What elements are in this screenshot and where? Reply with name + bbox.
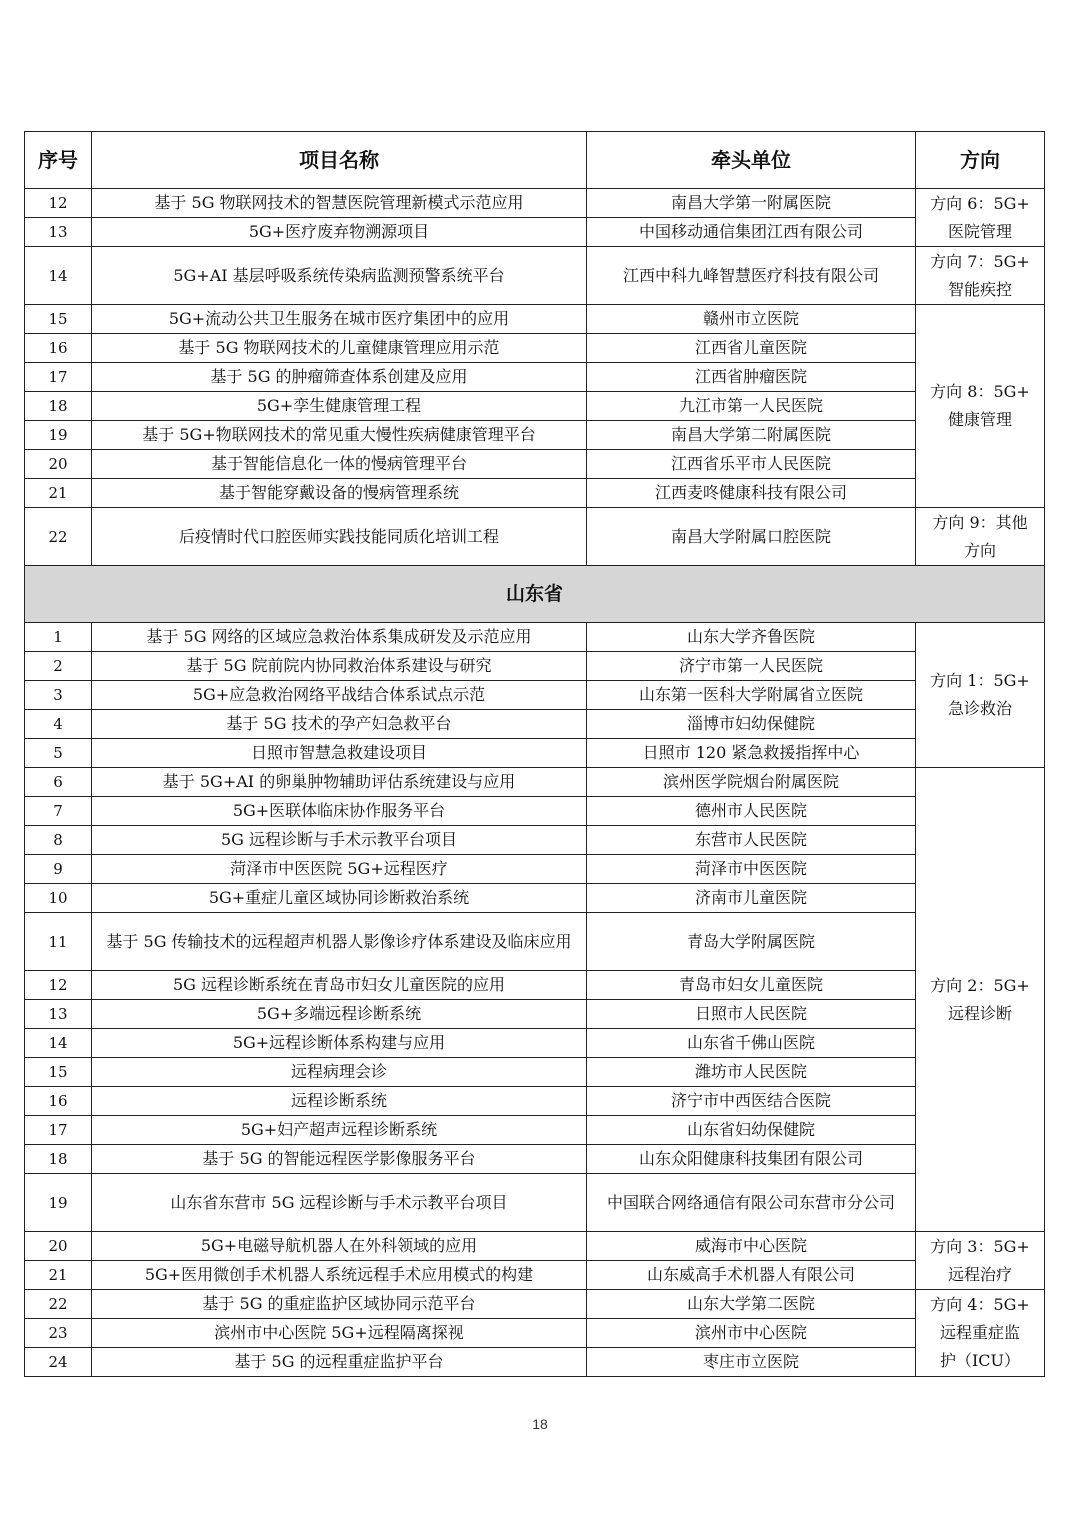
row-number: 17: [25, 363, 92, 392]
project-name: 5G+孪生健康管理工程: [92, 392, 587, 421]
lead-unit: 枣庄市立医院: [587, 1348, 916, 1377]
table-row: [25, 1348, 1045, 1377]
lead-unit: 济宁市中西医结合医院: [587, 1087, 916, 1116]
project-name: 5G+远程诊断体系构建与应用: [92, 1029, 587, 1058]
direction-line: 方向 6：5G+: [930, 193, 1030, 213]
direction-line: 远程重症监: [939, 1323, 1020, 1342]
lead-unit: 菏泽市中医医院: [587, 855, 916, 884]
lead-unit: 中国联合网络通信有限公司东营市分公司: [587, 1174, 916, 1232]
direction-line: 方向 1：5G+: [930, 671, 1030, 690]
lead-unit: 江西省乐平市人民医院: [587, 450, 916, 479]
row-number: 13: [25, 1000, 92, 1029]
lead-unit: 南昌大学第二附属医院: [587, 421, 916, 450]
lead-unit: 滨州市中心医院: [587, 1319, 916, 1348]
lead-unit: 山东大学齐鲁医院: [587, 623, 916, 652]
lead-unit: 赣州市立医院: [587, 305, 916, 334]
project-name: 基于 5G 的重症监护区域协同示范平台: [92, 1290, 587, 1319]
row-number: 3: [25, 681, 92, 710]
lead-unit: 威海市中心医院: [587, 1232, 916, 1261]
table-row: [25, 1261, 1045, 1290]
direction-line: 方向 9：其他: [932, 512, 1028, 532]
project-name: 基于 5G+AI 的卵巢肿物辅助评估系统建设与应用: [92, 768, 587, 797]
table-row: [25, 652, 1045, 681]
row-number: 6: [25, 768, 92, 797]
table-row: [25, 334, 1045, 363]
table-row: [25, 739, 1045, 768]
table-row: [25, 710, 1045, 739]
table-row: [25, 623, 1045, 652]
row-number: 15: [25, 305, 92, 334]
table-row: [25, 884, 1045, 913]
project-name: 滨州市中心医院 5G+远程隔离探视: [92, 1319, 587, 1348]
project-name: 基于 5G 的远程重症监护平台: [92, 1348, 587, 1377]
project-name: 基于 5G 物联网技术的智慧医院管理新模式示范应用: [92, 189, 587, 218]
row-number: 7: [25, 797, 92, 826]
project-name: 5G+应急救治网络平战结合体系试点示范: [92, 681, 587, 710]
lead-unit: 南昌大学附属口腔医院: [587, 508, 916, 566]
direction-cell: [916, 623, 1045, 768]
lead-unit: 济南市儿童医院: [587, 884, 916, 913]
project-name: 5G+重症儿童区域协同诊断救治系统: [92, 884, 587, 913]
row-number: 14: [25, 1029, 92, 1058]
row-number: 10: [25, 884, 92, 913]
lead-unit: 山东第一医科大学附属省立医院: [587, 681, 916, 710]
lead-unit: 青岛市妇女儿童医院: [587, 971, 916, 1000]
direction-line: 医院管理: [947, 221, 1012, 241]
row-number: 8: [25, 826, 92, 855]
header-direction: 方向: [916, 132, 1045, 189]
project-name: 日照市智慧急救建设项目: [92, 739, 587, 768]
project-name: 远程病理会诊: [92, 1058, 587, 1087]
lead-unit: 东营市人民医院: [587, 826, 916, 855]
table-row: [25, 479, 1045, 508]
direction-cell: [916, 189, 1045, 247]
direction-line: 方向 3：5G+: [930, 1236, 1030, 1256]
project-name: 后疫情时代口腔医师实践技能同质化培训工程: [92, 508, 587, 566]
project-name: 5G+医疗废弃物溯源项目: [92, 218, 587, 247]
row-number: 15: [25, 1058, 92, 1087]
direction-line: 护（ICU）: [939, 1351, 1021, 1370]
table-row: [25, 855, 1045, 884]
lead-unit: 山东威高手术机器人有限公司: [587, 1261, 916, 1290]
region-label: 山东省: [25, 566, 1045, 623]
row-number: 22: [25, 1290, 92, 1319]
direction-line: 方向 2：5G+: [930, 975, 1030, 995]
table-row: [25, 681, 1045, 710]
lead-unit: 山东大学第二医院: [587, 1290, 916, 1319]
table-row: [25, 450, 1045, 479]
project-name: 远程诊断系统: [92, 1087, 587, 1116]
lead-unit: 江西麦咚健康科技有限公司: [587, 479, 916, 508]
row-number: 1: [25, 623, 92, 652]
lead-unit: 中国移动通信集团江西有限公司: [587, 218, 916, 247]
direction-cell: [916, 1290, 1045, 1377]
row-number: 20: [25, 450, 92, 479]
project-name: 5G+医用微创手术机器人系统远程手术应用模式的构建: [92, 1261, 587, 1290]
lead-unit: 日照市人民医院: [587, 1000, 916, 1029]
region-row: [25, 566, 1045, 623]
row-number: 21: [25, 1261, 92, 1290]
direction-line: 健康管理: [947, 410, 1012, 429]
project-name: 5G+电磁导航机器人在外科领域的应用: [92, 1232, 587, 1261]
table-row: [25, 247, 1045, 305]
header-no: 序号: [25, 132, 92, 189]
row-number: 2: [25, 652, 92, 681]
direction-line: 远程诊断: [947, 1003, 1012, 1023]
table-row: [25, 1145, 1045, 1174]
project-name: 基于 5G+物联网技术的常见重大慢性疾病健康管理平台: [92, 421, 587, 450]
row-number: 16: [25, 1087, 92, 1116]
lead-unit: 山东众阳健康科技集团有限公司: [587, 1145, 916, 1174]
row-number: 18: [25, 392, 92, 421]
table-row: [25, 1319, 1045, 1348]
row-number: 4: [25, 710, 92, 739]
page-number: 18: [532, 1416, 548, 1432]
project-name: 基于 5G 的肿瘤筛查体系创建及应用: [92, 363, 587, 392]
project-name: 基于 5G 传输技术的远程超声机器人影像诊疗体系建设及临床应用: [92, 913, 587, 971]
lead-unit: 江西中科九峰智慧医疗科技有限公司: [587, 247, 916, 305]
row-number: 14: [25, 247, 92, 305]
table-row: [25, 1174, 1045, 1232]
lead-unit: 江西省儿童医院: [587, 334, 916, 363]
project-name: 5G+多端远程诊断系统: [92, 1000, 587, 1029]
table-row: [25, 1058, 1045, 1087]
table-row: [25, 508, 1045, 566]
lead-unit: 南昌大学第一附属医院: [587, 189, 916, 218]
lead-unit: 日照市 120 紧急救援指挥中心: [587, 739, 916, 768]
lead-unit: 山东省千佛山医院: [587, 1029, 916, 1058]
row-number: 24: [25, 1348, 92, 1377]
table-row: [25, 305, 1045, 334]
table-row: [25, 1000, 1045, 1029]
lead-unit: 德州市人民医院: [587, 797, 916, 826]
row-number: 16: [25, 334, 92, 363]
direction-line: 远程治疗: [947, 1264, 1012, 1284]
direction-line: 方向 4：5G+: [930, 1295, 1030, 1314]
header-lead-unit: 牵头单位: [587, 132, 916, 189]
table-row: [25, 392, 1045, 421]
table-row: [25, 363, 1045, 392]
project-name: 基于智能穿戴设备的慢病管理系统: [92, 479, 587, 508]
project-name: 5G+流动公共卫生服务在城市医疗集团中的应用: [92, 305, 587, 334]
project-name: 5G 远程诊断与手术示教平台项目: [92, 826, 587, 855]
direction-cell: [916, 508, 1045, 566]
project-table: [24, 131, 1045, 1377]
project-name: 基于 5G 技术的孕产妇急救平台: [92, 710, 587, 739]
table-row: [25, 971, 1045, 1000]
row-number: 20: [25, 1232, 92, 1261]
direction-line: 急诊救治: [947, 699, 1012, 718]
project-name: 5G+妇产超声远程诊断系统: [92, 1116, 587, 1145]
row-number: 9: [25, 855, 92, 884]
lead-unit: 九江市第一人民医院: [587, 392, 916, 421]
row-number: 18: [25, 1145, 92, 1174]
table-row: [25, 913, 1045, 971]
table-body: [25, 132, 1045, 1377]
table-row: [25, 189, 1045, 218]
project-name: 基于智能信息化一体的慢病管理平台: [92, 450, 587, 479]
row-number: 12: [25, 971, 92, 1000]
project-name: 基于 5G 院前院内协同救治体系建设与研究: [92, 652, 587, 681]
row-number: 13: [25, 218, 92, 247]
row-number: 12: [25, 189, 92, 218]
table-row: [25, 218, 1045, 247]
direction-cell: [916, 768, 1045, 1232]
row-number: 17: [25, 1116, 92, 1145]
row-number: 19: [25, 1174, 92, 1232]
lead-unit: 山东省妇幼保健院: [587, 1116, 916, 1145]
project-name: 5G+医联体临床协作服务平台: [92, 797, 587, 826]
direction-line: 智能疾控: [947, 279, 1012, 299]
table-row: [25, 1232, 1045, 1261]
table-row: [25, 797, 1045, 826]
table-header-row: [25, 132, 1045, 189]
header-project-name: 项目名称: [92, 132, 587, 189]
project-name: 基于 5G 的智能远程医学影像服务平台: [92, 1145, 587, 1174]
row-number: 22: [25, 508, 92, 566]
lead-unit: 滨州医学院烟台附属医院: [587, 768, 916, 797]
table-row: [25, 768, 1045, 797]
table-row: [25, 1116, 1045, 1145]
direction-cell: [916, 305, 1045, 508]
lead-unit: 淄博市妇幼保健院: [587, 710, 916, 739]
project-name: 基于 5G 物联网技术的儿童健康管理应用示范: [92, 334, 587, 363]
row-number: 11: [25, 913, 92, 971]
table-row: [25, 1290, 1045, 1319]
project-name: 5G+AI 基层呼吸系统传染病监测预警系统平台: [92, 247, 587, 305]
direction-line: 方向 8：5G+: [930, 382, 1030, 401]
project-name: 基于 5G 网络的区域应急救治体系集成研发及示范应用: [92, 623, 587, 652]
direction-cell: [916, 1232, 1045, 1290]
lead-unit: 济宁市第一人民医院: [587, 652, 916, 681]
row-number: 5: [25, 739, 92, 768]
project-name: 山东省东营市 5G 远程诊断与手术示教平台项目: [92, 1174, 587, 1232]
lead-unit: 青岛大学附属医院: [587, 913, 916, 971]
direction-cell: [916, 247, 1045, 305]
direction-line: 方向 7：5G+: [930, 251, 1030, 271]
project-name: 菏泽市中医医院 5G+远程医疗: [92, 855, 587, 884]
table-row: [25, 826, 1045, 855]
lead-unit: 江西省肿瘤医院: [587, 363, 916, 392]
lead-unit: 潍坊市人民医院: [587, 1058, 916, 1087]
row-number: 19: [25, 421, 92, 450]
row-number: 23: [25, 1319, 92, 1348]
table-row: [25, 421, 1045, 450]
direction-line: 方向: [963, 540, 996, 560]
table-row: [25, 1087, 1045, 1116]
row-number: 21: [25, 479, 92, 508]
table-row: [25, 1029, 1045, 1058]
project-name: 5G 远程诊断系统在青岛市妇女儿童医院的应用: [92, 971, 587, 1000]
